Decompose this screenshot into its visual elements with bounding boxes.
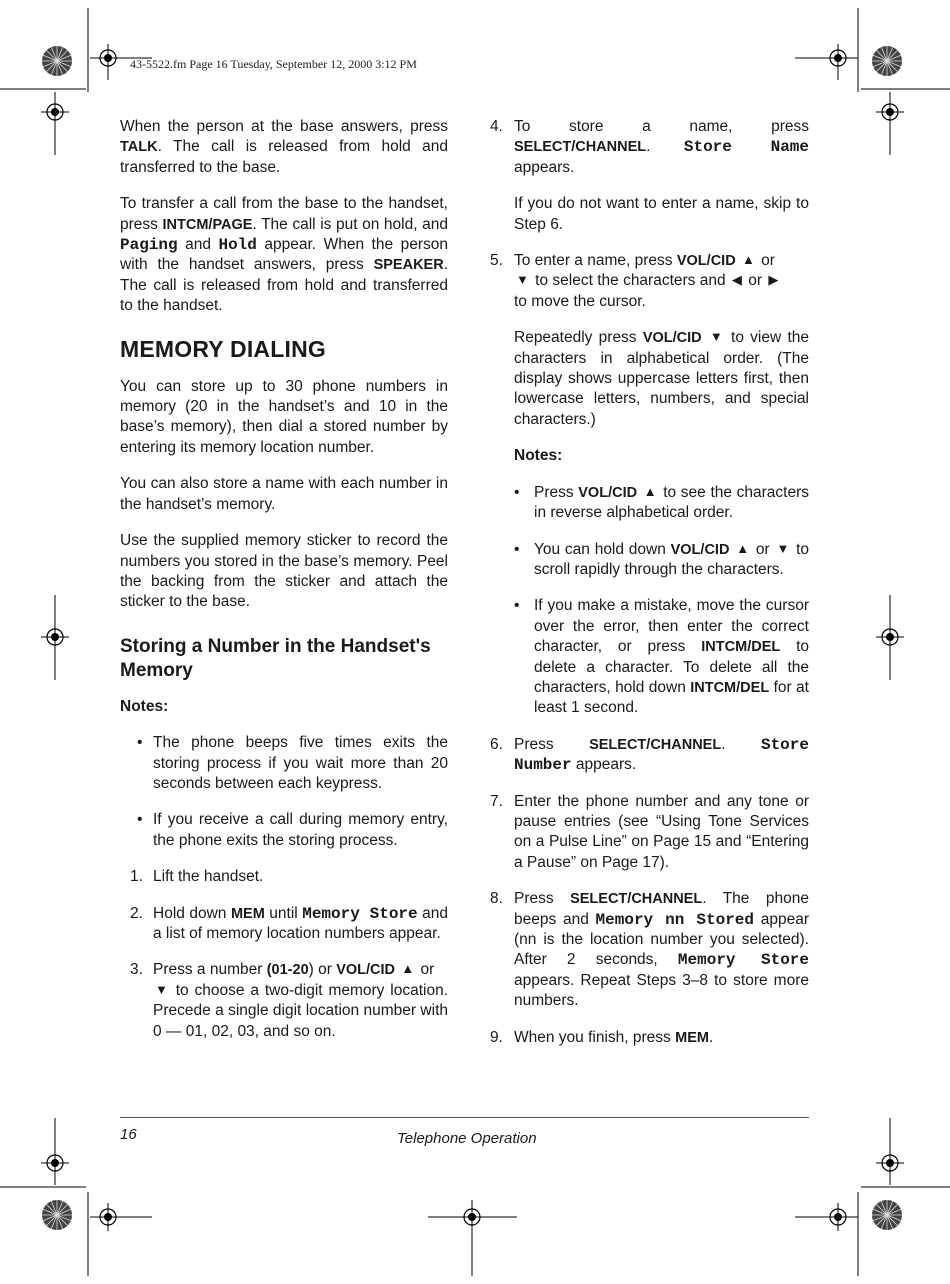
subsection-heading: Storing a Number in the Handset's Memory bbox=[120, 635, 431, 681]
left-column bbox=[120, 117, 448, 1058]
notes-label: Notes: bbox=[514, 447, 563, 465]
step-9: 9. When you finish, press MEM. bbox=[490, 1028, 714, 1046]
right-column bbox=[490, 117, 809, 1064]
paragraph-capacity: You can store up to 30 phone numbers in memory (20 in the handset’s and 10 in the base’s memory), then dial a stored number by entering its memory location number. bbox=[120, 377, 448, 456]
step-5-note: Repeatedly press VOL/CID ▼ to view the characters in alphabetical order. (The display shows uppercase letters first, then lowercase letters, numbers, and special characters.) bbox=[514, 329, 809, 428]
note-item: • If you receive a call during memory entry, the phone exits the storing process. bbox=[137, 811, 448, 849]
section-heading: MEMORY DIALING bbox=[120, 335, 326, 362]
step-8: 8. Press SELECT/CHANNEL. The phone beeps and Memory nn Stored appear (nn is the location number you selected). After 2 seconds, Memory Store appears. Repeat Steps 3–8 to store more numbers. bbox=[490, 890, 810, 1010]
footer-section-title: Telephone Operation bbox=[397, 1130, 537, 1147]
notes-label: Notes: bbox=[120, 697, 169, 715]
step-2: 2. Hold down MEM until Memory Store and a list of memory location numbers appear. bbox=[130, 904, 449, 942]
right-arrow-icon: ▶ bbox=[768, 272, 779, 288]
note-item: • Press VOL/CID ▲ to see the characters in reverse alphabetical order. bbox=[514, 483, 809, 522]
note-item: • You can hold down VOL/CID ▲ or ▼ to scroll rapidly through the characters. bbox=[514, 540, 810, 578]
footer-rule bbox=[120, 1117, 809, 1118]
paragraph-sticker: Use the supplied memory sticker to record the numbers you stored in the base’s memory. Peel the backing from the sticker and attach the sticker to the base. bbox=[120, 532, 448, 611]
file-slug: 43-5522.fm Page 16 Tuesday, September 12, 2000 3:12 PM bbox=[130, 57, 417, 71]
left-arrow-icon: ◀ bbox=[731, 272, 742, 288]
up-arrow-icon: ▲ bbox=[736, 540, 750, 556]
up-arrow-icon: ▲ bbox=[643, 483, 657, 499]
paragraph-talk: When the person at the base answers, press TALK. The call is released from hold and transferred to the base. bbox=[120, 118, 448, 176]
step-5: 5. To enter a name, press VOL/CID ▲ or ▼ to select the characters and ◀ or ▶ to move the cursor. bbox=[490, 252, 779, 310]
step-4: 4. To store a name, press SELECT/CHANNEL. Store Name appears. bbox=[490, 118, 809, 176]
note-item: • If you make a mistake, move the cursor over the error, then enter the correct character, or press INTCM/DEL to delete a character. To delete all the characters, hold down INTCM/DEL for at least 1 second. bbox=[514, 597, 810, 717]
down-arrow-icon: ▼ bbox=[155, 981, 168, 997]
down-arrow-icon: ▼ bbox=[516, 272, 529, 288]
right-notes bbox=[490, 483, 809, 719]
step-7: 7. Enter the phone number and any tone or pause entries (see “Using Tone Services on a Pulse Line” on Page 15 and “Entering a Pause” on Page 17). bbox=[490, 792, 809, 871]
paragraph-transfer: To transfer a call from the base to the handset, press INTCM/PAGE. The call is put on hold, and Paging and Hold appear. When the person with the handset answers, press SPEAKER. The call is released from hold and transferred to the handset. bbox=[120, 195, 448, 315]
step-1: 1. Lift the handset. bbox=[130, 868, 264, 886]
page-number: 16 bbox=[120, 1126, 137, 1143]
step-3: 3. Press a number (01-20) or VOL/CID ▲ or ▼ to choose a two-digit memory location. Precede a single digit location number with 0 — 01, 02, 03, and so on. bbox=[130, 961, 449, 1040]
down-arrow-icon: ▼ bbox=[709, 329, 723, 345]
step-6: 6. Press SELECT/CHANNEL. Store Number appears. bbox=[490, 735, 809, 775]
paragraph-name: You can also store a name with each number in the handset’s memory. bbox=[120, 475, 448, 513]
note-item: • The phone beeps five times exits the storing process if you wait more than 20 seconds between each keypress. bbox=[137, 734, 448, 792]
up-arrow-icon: ▲ bbox=[401, 961, 415, 977]
down-arrow-icon: ▼ bbox=[776, 540, 790, 556]
up-arrow-icon: ▲ bbox=[741, 252, 755, 268]
step-4-note: If you do not want to enter a name, skip to Step 6. bbox=[514, 195, 809, 233]
